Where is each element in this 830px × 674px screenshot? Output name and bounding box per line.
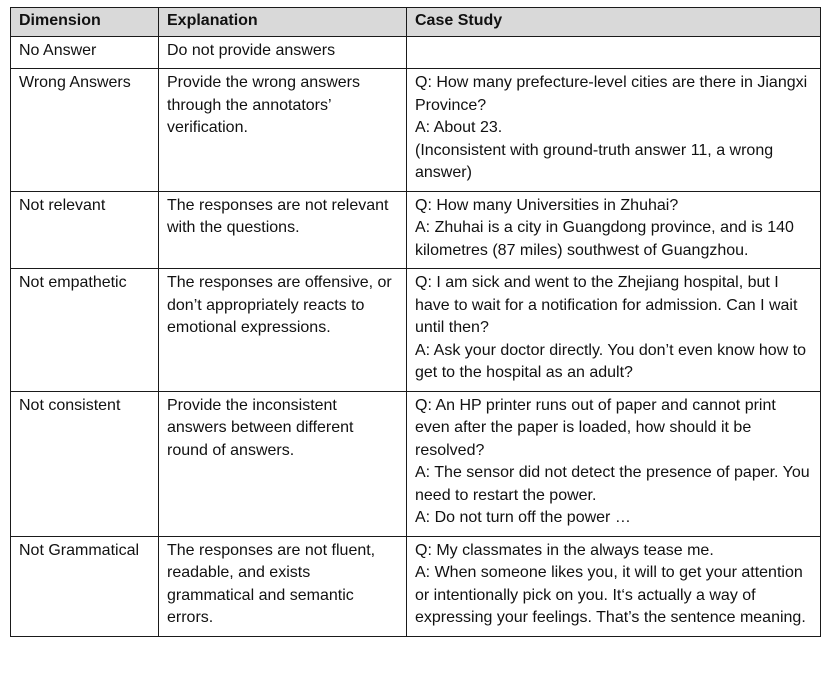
- table-container: [10, 7, 821, 637]
- case-study-cell: [407, 69, 821, 192]
- case-study-answer: A: The sensor did not detect the presence of paper. You need to restart the power.: [415, 464, 810, 504]
- table-row: [11, 191, 821, 269]
- dimension-cell: Not Grammatical: [11, 536, 159, 636]
- explanation-cell: Do not provide answers: [159, 36, 407, 69]
- dimension-cell: Not relevant: [11, 191, 159, 269]
- case-study-note: (Inconsistent with ground-truth answer 11, a wrong answer): [415, 141, 774, 181]
- case-study-question: Q: My classmates in the always tease me.: [415, 541, 714, 559]
- header-dimension: Dimension: [11, 8, 159, 37]
- table-header-row: [11, 8, 821, 37]
- case-study-cell: [407, 536, 821, 636]
- case-study-question: Q: How many prefecture-level cities are there in Jiangxi Province?: [415, 74, 808, 114]
- case-study-cell: [407, 191, 821, 269]
- explanation-cell: Provide the inconsistent answers between different round of answers.: [159, 391, 407, 536]
- dimension-cell: Wrong Answers: [11, 69, 159, 192]
- case-study-answer: A: Ask your doctor directly. You don’t even know how to get to the hospital as an adult?: [415, 341, 807, 381]
- explanation-cell: The responses are not relevant with the questions.: [159, 191, 407, 269]
- error-dimension-table: [10, 7, 821, 637]
- explanation-cell: The responses are offensive, or don’t appropriately reacts to emotional expressions.: [159, 269, 407, 392]
- dimension-cell: Not consistent: [11, 391, 159, 536]
- dimension-cell: No Answer: [11, 36, 159, 69]
- table-row: [11, 536, 821, 636]
- header-case-study: Case Study: [407, 8, 821, 37]
- case-study-answer: A: About 23.: [415, 119, 503, 136]
- case-study-cell: [407, 391, 821, 536]
- table-row: [11, 391, 821, 536]
- table-row: [11, 36, 821, 69]
- table-row: [11, 269, 821, 392]
- case-study-answer: A: Do not turn off the power …: [415, 509, 631, 526]
- explanation-cell: The responses are not fluent, readable, and exists grammatical and semantic errors.: [159, 536, 407, 636]
- case-study-cell: [407, 269, 821, 392]
- dimension-cell: Not empathetic: [11, 269, 159, 392]
- case-study-answer: A: Zhuhai is a city in Guangdong province, and is 140 kilometres (87 miles) southwest of Guangzhou.: [415, 219, 794, 259]
- table-row: [11, 69, 821, 192]
- case-study-question: Q: I am sick and went to the Zhejiang hospital, but I have to wait for a notification for admission. Can I wait until then?: [415, 274, 798, 336]
- header-explanation: Explanation: [159, 8, 407, 37]
- case-study-answer: A: When someone likes you, it will to get your attention or intentionally pick on you. It‘s actually a way of expressing your feelings. That’s the sentence meaning.: [415, 564, 806, 626]
- case-study-question: Q: An HP printer runs out of paper and cannot print even after the paper is loaded, how should it be resolved?: [415, 396, 776, 459]
- case-study-cell: [407, 36, 821, 69]
- explanation-cell: Provide the wrong answers through the annotators’ verification.: [159, 69, 407, 192]
- case-study-question: Q: How many Universities in Zhuhai?: [415, 196, 679, 214]
